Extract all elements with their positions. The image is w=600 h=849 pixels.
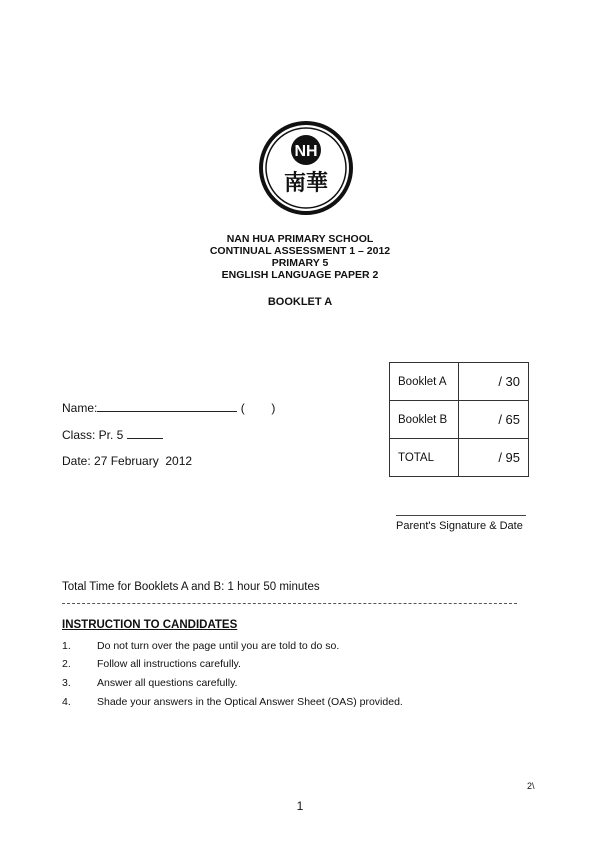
instruction-number: 3. <box>62 677 71 689</box>
paper-title: ENGLISH LANGUAGE PAPER 2 <box>221 269 379 281</box>
score-table <box>389 362 529 477</box>
instructions-title: INSTRUCTION TO CANDIDATES <box>62 619 238 631</box>
instruction-text: Follow all instructions carefully. <box>97 658 241 670</box>
score-value[interactable]: / 30 <box>459 363 529 401</box>
score-label: Booklet B <box>390 401 459 439</box>
instruction-number: 2. <box>62 658 71 670</box>
school-logo <box>258 120 354 216</box>
instruction-number: 4. <box>62 696 71 708</box>
instruction-text: Do not turn over the page until you are told to do so. <box>97 640 340 652</box>
school-name: NAN HUA PRIMARY SCHOOL <box>226 233 374 245</box>
score-label: TOTAL <box>390 439 459 477</box>
page-number: 1 <box>296 799 304 813</box>
total-time: Total Time for Booklets A and B: 1 hour 50 minutes <box>62 581 320 593</box>
instruction-text: Shade your answers in the Optical Answer Sheet (OAS) provided. <box>97 696 403 708</box>
index-paren: ( ) <box>240 401 276 415</box>
svg-text:NH: NH <box>294 143 318 160</box>
booklet-title: BOOKLET A <box>267 296 333 308</box>
corner-mark: 2\ <box>527 781 535 791</box>
signature-label: Parent's Signature & Date <box>396 520 523 532</box>
instruction-text: Answer all questions carefully. <box>97 677 238 689</box>
instruction-number: 1. <box>62 640 71 652</box>
score-label: Booklet A <box>390 363 459 401</box>
assessment-title: CONTINUAL ASSESSMENT 1 – 2012 <box>209 245 391 257</box>
class-underline[interactable] <box>127 438 163 439</box>
score-value[interactable]: / 65 <box>459 401 529 439</box>
signature-line[interactable] <box>396 515 526 516</box>
table-row <box>390 401 529 439</box>
table-row <box>390 363 529 401</box>
svg-text:南華: 南華 <box>283 171 329 196</box>
class-label: Class: Pr. 5 <box>62 428 124 442</box>
name-label: Name: <box>62 401 98 415</box>
table-row <box>390 439 529 477</box>
dashed-divider <box>62 603 517 604</box>
date-label: Date: 27 February 2012 <box>62 454 193 468</box>
level-title: PRIMARY 5 <box>271 257 329 269</box>
name-field[interactable] <box>62 401 275 415</box>
class-field[interactable] <box>62 428 163 442</box>
score-value[interactable]: / 95 <box>459 439 529 477</box>
name-underline[interactable] <box>97 411 237 412</box>
date-field <box>62 454 192 468</box>
